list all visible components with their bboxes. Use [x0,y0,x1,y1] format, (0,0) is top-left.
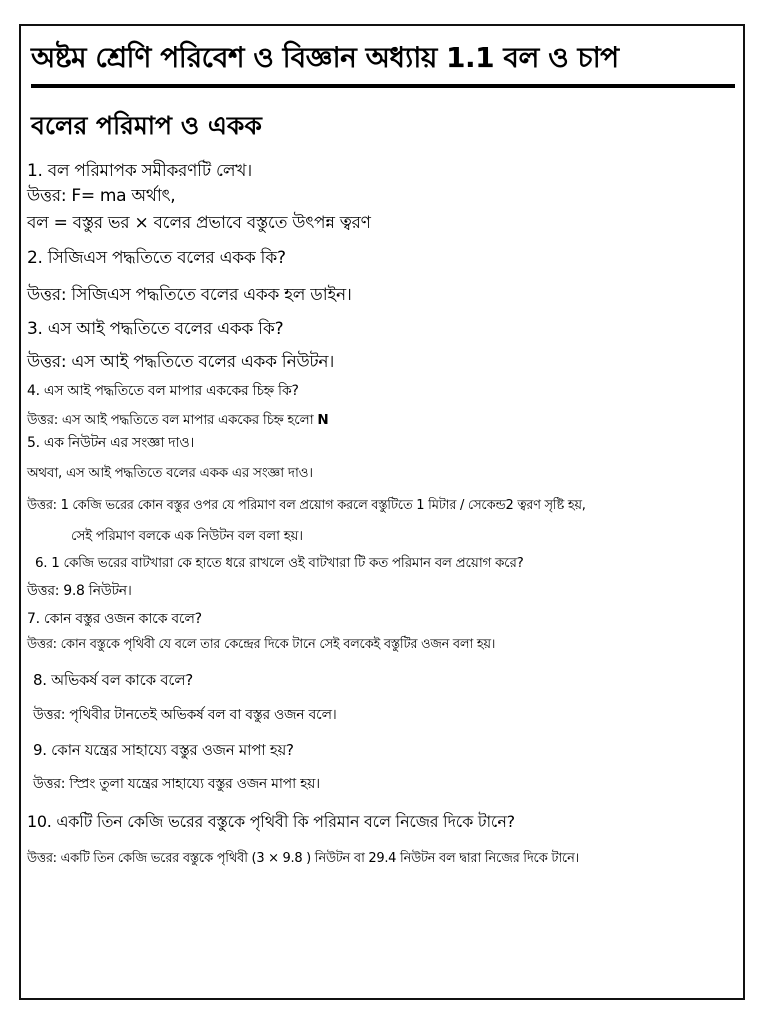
question-5-alt: অথবা, এস আই পদ্ধতিতে বলের একক এর সংজ্ঞা দাও। [27,465,313,481]
document-frame [19,24,745,1000]
answer-1-detail: বল = বস্তুর ভর × বলের প্রভাবে বস্তুতে উৎপন্ন ত্বরণ [27,213,371,233]
answer-3: উত্তর: এস আই পদ্ধতিতে বলের একক নিউটন। [27,352,335,372]
page-title: অষ্টম শ্রেণি পরিবেশ ও বিজ্ঞান অধ্যায় 1.1 বল ও চাপ [31,41,619,74]
answer-2: উত্তর: সিজিএস পদ্ধতিতে বলের একক হল ডাইন। [27,285,352,305]
answer-4-text: উত্তর: এস আই পদ্ধতিতে বল মাপার এককের চিহ্ন হলো [27,412,314,428]
answer-6: উত্তর: 9.8 নিউটন। [27,583,132,599]
answer-10: উত্তর: একটি তিন কেজি ভরের বস্তুকে পৃথিবী (3 × 9.8 ) নিউটন বা 29.4 নিউটন বল দ্বারা নিজের দিকে টানে। [27,851,579,866]
question-9: 9. কোন যন্ত্রের সাহায্যে বস্তুর ওজন মাপা হয়? [33,741,294,759]
question-5: 5. এক নিউটন এর সংজ্ঞা দাও। [27,435,195,451]
title-underline [31,84,735,88]
answer-4-symbol: N [317,412,329,428]
question-10: 10. একটি তিন কেজি ভরের বস্তুকে পৃথিবী কি পরিমান বলে নিজের দিকে টানে? [27,812,515,831]
answer-8: উত্তর: পৃথিবীর টানতেই অভিকর্ষ বল বা বস্তুর ওজন বলে। [33,707,337,723]
section-heading: বলের পরিমাপ ও একক [31,111,262,140]
answer-7: উত্তর: কোন বস্তুকে পৃথিবী যে বলে তার কেন্দ্রের দিকে টানে সেই বলকেই বস্তুটির ওজন বলা হয়। [27,637,496,652]
answer-9: উত্তর: স্প্রিং তুলা যন্ত্রের সাহায্যে বস্তুর ওজন মাপা হয়। [33,776,320,792]
question-1: 1. বল পরিমাপক সমীকরণটি লেখ। [27,161,252,181]
question-2: 2. সিজিএস পদ্ধতিতে বলের একক কি? [27,248,286,268]
answer-5-detail: সেই পরিমাণ বলকে এক নিউটন বল বলা হয়। [71,528,303,544]
question-6: 6. 1 কেজি ভরের বাটখারা কে হাতে ধরে রাখলে ওই বাটখারা টি কত পরিমান বল প্রয়োগ করে? [35,555,524,571]
answer-1: উত্তর: F= ma অর্থাৎ, [27,186,176,206]
question-3: 3. এস আই পদ্ধতিতে বলের একক কি? [27,319,284,339]
question-8: 8. অভিকর্ষ বল কাকে বলে? [33,671,193,689]
question-4: 4. এস আই পদ্ধতিতে বল মাপার এককের চিহ্ন কি? [27,383,299,399]
answer-5: উত্তর: 1 কেজি ভরের কোন বস্তুর ওপর যে পরিমাণ বল প্রয়োগ করলে বস্তুটিতে 1 মিটার / সেকেন্ড2 ত্বরণ সৃষ্টি হয়, [27,498,586,513]
question-7: 7. কোন বস্তুর ওজন কাকে বলে? [27,611,202,627]
